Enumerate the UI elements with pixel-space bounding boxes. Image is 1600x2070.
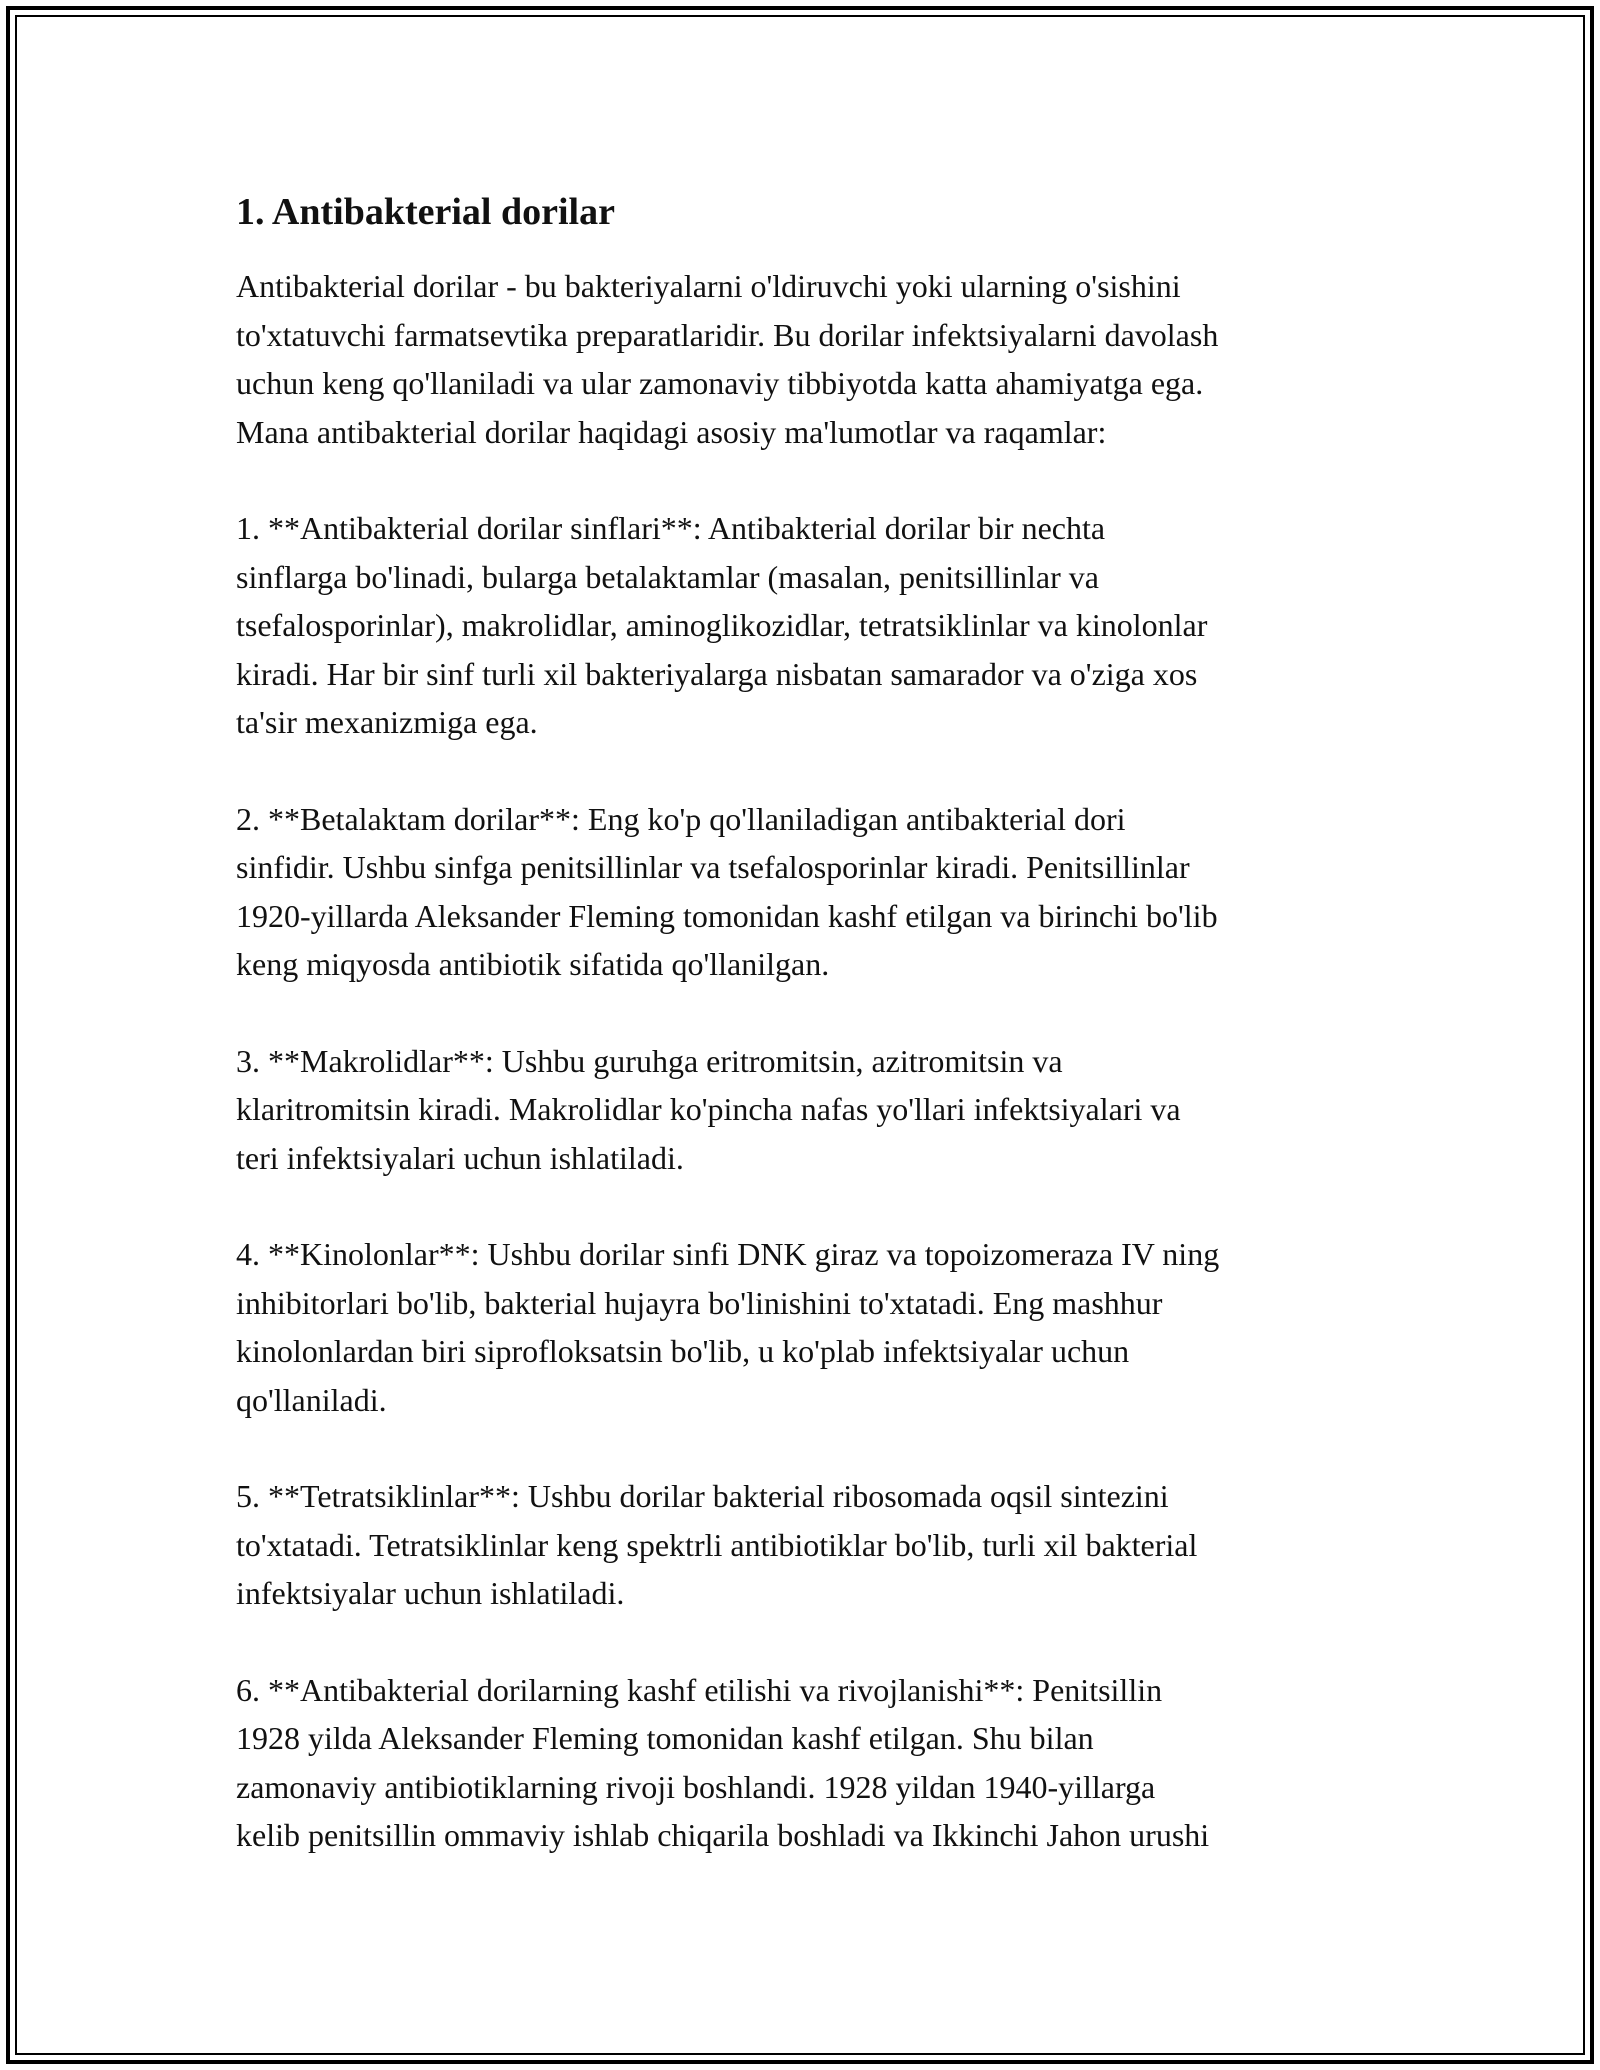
intro-paragraph: Antibakterial dorilar - bu bakteriyalarni o'ldiruvchi yoki ularning o'sishini to'xtatuvchi farmatsevtika preparatlaridir. Bu dorilar infektsiyalarni davolash uchun keng qo'llaniladi va ular zamonaviy tibbiyotda katta ahamiyatga ega. Mana antibakterial dorilar haqidagi asosiy ma'lumotlar va raqamlar:	[236, 268, 1219, 450]
paragraph-quinolones: 4. **Kinolonlar**: Ushbu dorilar sinfi DNK giraz va topoizomeraza IV ning inhibitorlari bo'lib, bakterial hujayra bo'linishini to'xtatadi. Eng mashhur kinolonlardan biri siprofloksatsin bo'lib, u ko'plab infektsiyalar uchun qo'llaniladi.	[236, 1236, 1220, 1418]
paragraph-antibacterial-classes: 1. **Antibakterial dorilar sinflari**: Antibakterial dorilar bir nechta sinflarga bo'linadi, bularga betalaktamlar (masalan, penitsillinlar va tsefalosporinlar), makrolidlar, aminoglikozidlar, tetratsiklinlar va kinolonlar kiradi. Har bir sinf turli xil bakteriyalarga nisbatan samarador va o'ziga xos ta'sir mexanizmiga ega.	[236, 510, 1208, 740]
paragraph-betalactam: 2. **Betalaktam dorilar**: Eng ko'p qo'llaniladigan antibakterial dori sinfidir. Ushbu sinfga penitsillinlar va tsefalosporinlar kiradi. Penitsillinlar 1920-yillarda Aleksander Fleming tomonidan kashf etilgan va birinchi bo'lib keng miqyosda antibiotik sifatida qo'llanilgan.	[236, 800, 1218, 982]
paragraph-discovery-history: 6. **Antibakterial dorilarning kashf etilishi va rivojlanishi**: Penitsillin 1928 yilda Aleksander Fleming tomonidan kashf etilgan. Shu bilan zamonaviy antibiotiklarning rivoji boshlandi. 1928 yildan 1940-yillarga kelib penitsillin ommaviy ishlab chiqarila boshladi va Ikkinchi Jahon urushi	[236, 1671, 1210, 1853]
page-title: 1. Antibakterial dorilar	[236, 191, 615, 233]
paragraph-tetracyclines: 5. **Tetratsiklinlar**: Ushbu dorilar bakterial ribosomada oqsil sintezini to'xtatadi. Tetratsiklinlar keng spektrli antibiotiklar bo'lib, turli xil bakterial infektsiyalar uchun ishlatiladi.	[236, 1478, 1198, 1611]
paragraph-macrolides: 3. **Makrolidlar**: Ushbu guruhga eritromitsin, azitromitsin va klaritromitsin kiradi. Makrolidlar ko'pincha nafas yo'llari infektsiyalari va teri infektsiyalari uchun ishlatiladi.	[236, 1042, 1181, 1176]
document-body	[236, 186, 1372, 1908]
